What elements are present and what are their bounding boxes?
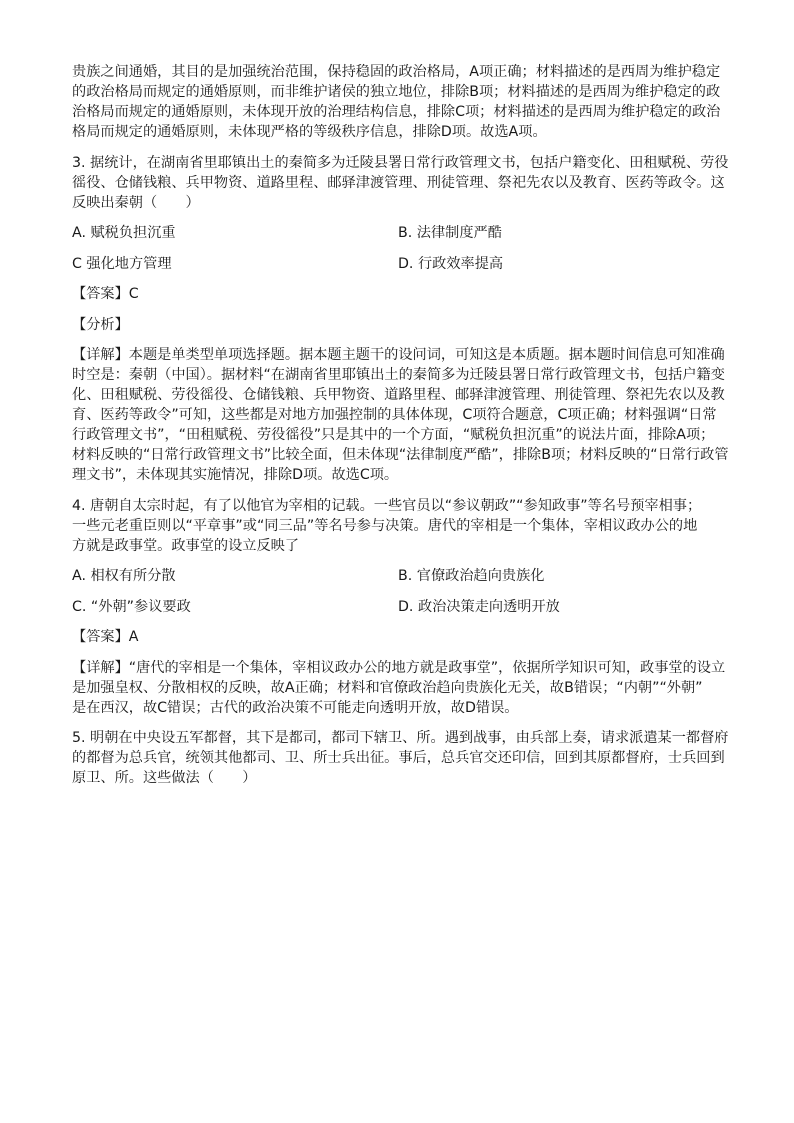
text-line: 4. 唐朝自太宗时起，有了以他官为宰相的记载。一些官员以“参议朝政”“参知政事”等名号预宰相事；: [72, 497, 702, 514]
question-3-detail: [72, 345, 729, 485]
text-line: 行政管理文书”，“田租赋税、劳役徭役”只是其中的一个方面，“赋税负担沉重”的说法片面，排除A项；: [72, 427, 715, 443]
option-c: C. “外朝”参议要政: [72, 598, 191, 615]
text-line: 时空是：秦朝（中国）。据材料“在湖南省里耶镇出土的秦简多为迁陵县署日常行政管理文书，包括户籍变: [72, 367, 725, 383]
text-line: 格局而规定的通婚原则，未体现严格的等级秩序信息，排除D项。故选A项。: [72, 124, 547, 140]
text-line: 治格局而规定的通婚原则，未体现开放的治理结构信息，排除C项；材料描述的是西周为维护稳定的政治: [72, 104, 721, 120]
answer-tag: 【答案】: [72, 629, 129, 645]
question-5: [72, 728, 729, 788]
intro-paragraph: [72, 62, 724, 142]
answer-line: [72, 627, 724, 647]
question-4-detail: [72, 658, 724, 718]
text-line: 的都督为总兵官，统领其他都司、卫、所士兵出征。事后，总兵官交还印信，回到其原都督府，士兵回到: [72, 750, 725, 766]
text-line: 育、医药等政令”可知，这些都是对地方加强控制的具体体现，C项符合题意，C项正确；材料强调“日常: [72, 407, 717, 423]
option-d: D. 行政效率提高: [398, 255, 504, 272]
question-5-stem: [72, 728, 729, 788]
text-line: 材料反映的“日常行政管理文书”比较全面，但未体现“法律制度严酷”，排除B项；材料反映的“日常行政管: [72, 447, 729, 463]
question-4-options-row-1: [72, 566, 724, 586]
question-4: [72, 496, 724, 718]
answer-value: A: [128, 629, 139, 645]
text-line: 化、田租赋税、劳役徭役、仓储钱粮、兵甲物资、道路里程、邮驿津渡管理、刑徒管理、祭祀先农以及教: [72, 387, 725, 403]
text-line: 贵族之间通婚，其目的是加强统治范围，保持稳固的政治格局，A项正确；材料描述的是西周为维护稳定: [72, 64, 721, 80]
analysis-tag: 【分析】: [72, 316, 129, 333]
text-line: 【详解】本题是单类型单项选择题。据本题主题干的设问词，可知这是本质题。据本题时间信息可知准确: [72, 347, 725, 363]
text-line: 理文书”，未体现其实施情况，排除D项。故选C项。: [72, 467, 399, 483]
text-line: 的政治格局而规定的通婚原则，而非维护诸侯的独立地位，排除B项；材料描述的是西周为维护稳定的政: [72, 84, 721, 100]
document-page: [72, 62, 729, 788]
option-b: B. 法律制度严酷: [398, 225, 502, 241]
answer-tag: 【答案】: [72, 286, 129, 302]
text-line: 一些元老重臣则以“平章事”或“同三品”等名号参与决策。唐代的宰相是一个集体，宰相议政办公的地: [72, 517, 698, 534]
text-line: 反映出秦朝（ ）: [72, 194, 200, 211]
question-4-options-row-2: [72, 597, 724, 617]
option-a: A. 赋税负担沉重: [72, 225, 176, 241]
answer-value: C: [128, 286, 139, 302]
question-3-options-row-1: [72, 223, 724, 243]
question-3-stem: [72, 153, 729, 213]
text-line: 5. 明朝在中央设五军都督，其下是都司，都司下辖卫、所。遇到战事，由兵部上奏，请求派遣某一都督府: [72, 730, 729, 746]
text-line: 方就是政事堂。政事堂的设立反映了: [72, 537, 300, 554]
option-d: D. 政治决策走向透明开放: [398, 598, 560, 615]
question-3: [72, 153, 729, 486]
text-line: 【详解】“唐代的宰相是一个集体，宰相议政办公的地方就是政事堂”，依据所学知识可知，政事堂的设立: [72, 659, 726, 676]
option-b: B. 官僚政治趋向贵族化: [398, 568, 545, 584]
option-a: A. 相权有所分散: [72, 568, 176, 584]
option-c: C 强化地方管理: [72, 255, 172, 272]
question-3-options-row-2: [72, 254, 724, 274]
text-line: 是在西汉，故C错误；古代的政治决策不可能走向透明开放，故D错误。: [72, 699, 519, 716]
text-line: 是加强皇权、分散相权的反映，故A正确；材料和官僚政治趋向贵族化无关，故B错误；“内朝”“外朝”: [72, 679, 703, 696]
text-line: 3. 据统计，在湖南省里耶镇出土的秦简多为迁陵县署日常行政管理文书，包括户籍变化、田租赋税、劳役: [72, 154, 729, 171]
answer-line: [72, 284, 724, 304]
text-line: 徭役、仓储钱粮、兵甲物资、道路里程、邮驿津渡管理、刑徒管理、祭祀先农以及教育、医药等政令。这: [72, 174, 725, 191]
text-line: 原卫、所。这些做法（ ）: [72, 770, 257, 786]
question-4-stem: [72, 496, 724, 556]
